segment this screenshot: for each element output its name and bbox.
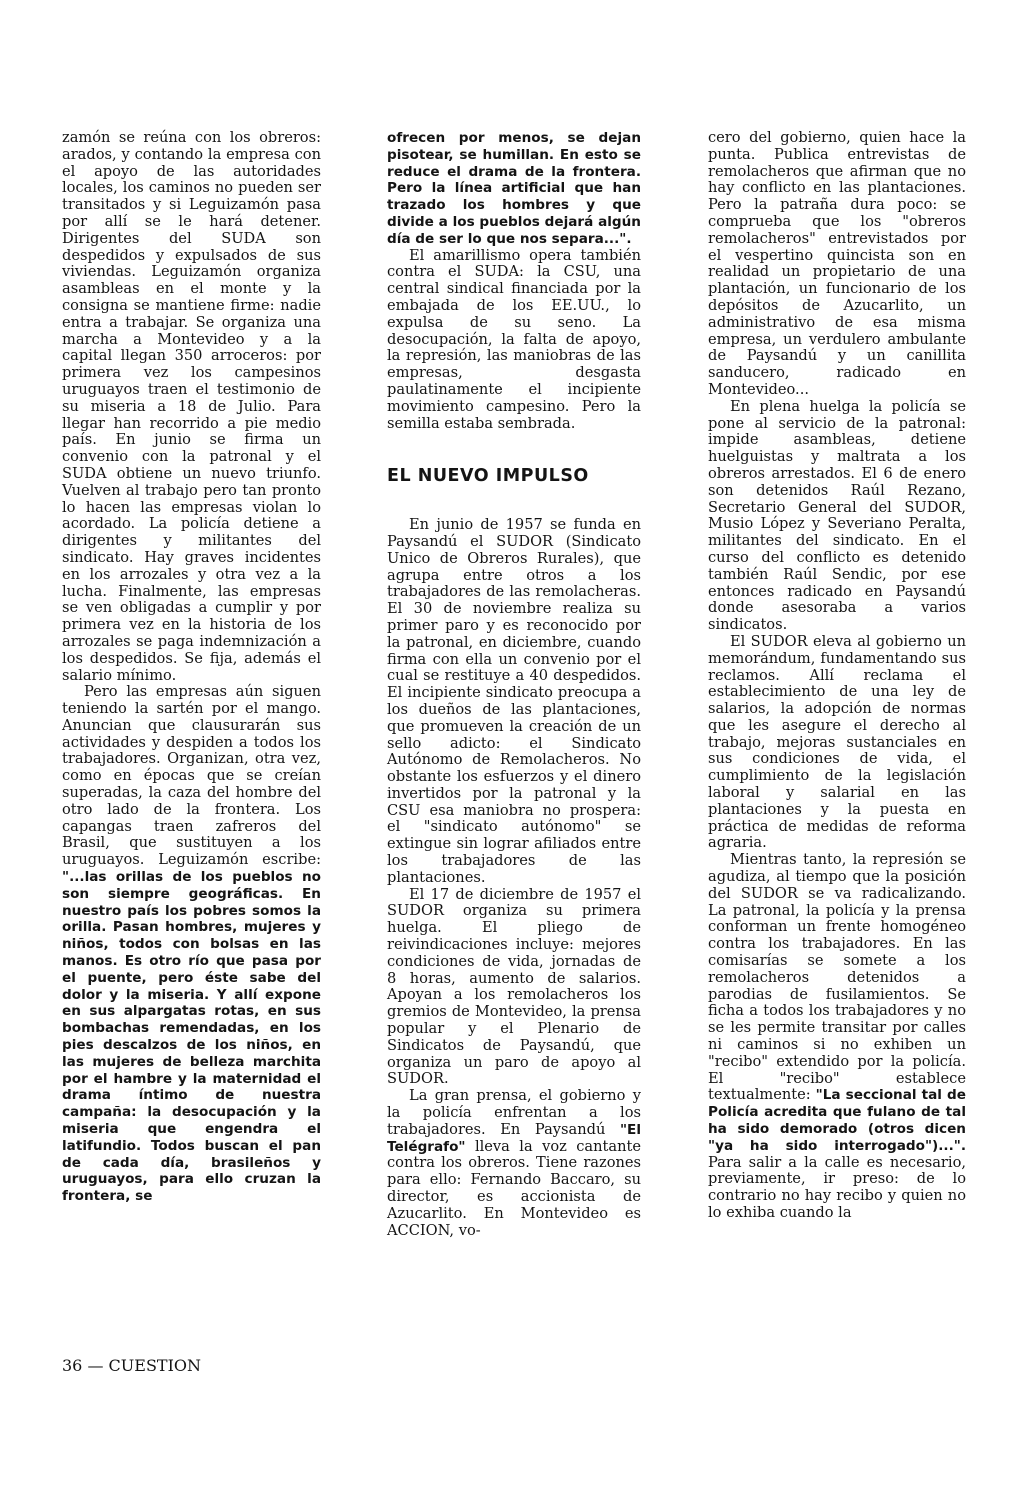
text-column-2 [387,130,641,1239]
paragraph-text: Pero las empresas aún siguen teniendo la sartén por el mango. Anuncian que clausurarán sus actividades y despiden a todos los trabajadores. Organizan, otra vez, como en épocas que se creían superadas, la caza del hombre del otro lado de la frontera. Los capangas traen zafreros del Brasil, que sustituyen a los uruguayos. Leguizamón escribe: [62,683,321,869]
paragraph-text: Mientras tanto, la represión se agudiza, al tiempo que la posición del SUDOR se va radicalizando. La patronal, la policía y la prensa conforman un frente homogéneo contra los trabajadores. En las comisarías se somete a los remolacheros detenidos a parodias de fusilamientos. Se ficha a todos los trabajadores y no se les permite transitar por calles ni caminos si no exhiben un "recibo" extendido por la policía. El "recibo" establece textualmente: [708,851,966,1104]
quote-bold: "El Telégrafo" [387,1121,641,1155]
paragraph [387,1088,641,1239]
paragraph [62,684,321,1205]
quote-bold: "...las orillas de los pueblos no son siempre geográficas. En nuestro país los pobres somos la orilla. Pasan hombres, mujeres y niños, todos con bolsas en las manos. Es otro río que pasa por el puente, pero éste sabe del dolor y la miseria. Y allí expone en sus alpargatas rotas, en sus bombachas remendadas, en los pies descalzos de los niños, en las mujeres de belleza marchita por el hambre y la maternidad el drama íntimo de nuestra campaña: la desocupación y la miseria que engendra el latifundio. Todos buscan el pan de cada día, brasileños y uruguayos, para ello cruzan la frontera, se [62,869,321,1205]
paragraph [708,852,966,1222]
text-column-3 [708,130,966,1222]
page-footer: 36 — CUESTION [62,1356,202,1375]
paragraph: En junio de 1957 se funda en Paysandú el SUDOR (Sindicato Unico de Obreros Rurales), que agrupa entre otros a los trabajadores de las remolacheras. El 30 de noviembre realiza su primer paro y es reconocido por la patronal, en diciembre, cuando firma con ella un convenio por el cual se restituye a 40 despedidos. El incipiente sindicato preocupa a los dueños de las plantaciones, que promueven la creación de un sello adicto: el Sindicato Autónomo de Remolacheros. No obstante los esfuerzos y el dinero invertidos por la patronal y la CSU esa maniobra no prospera: el "sindicato autónomo" se extingue sin lograr afiliados entre los trabajadores de las plantaciones. [387,516,641,886]
paragraph: El amarillismo opera también contra el SUDA: la CSU, una central sindical financiada por la embajada de los EE.UU., lo expulsa de su seno. La desocupación, la falta de apoyo, la represión, las maniobras de las empresas, desgasta paulatinamente el incipiente movimiento campesino. Pero la semilla estaba sembrada. [387,246,641,432]
section-heading: EL NUEVO IMPULSO [387,466,589,487]
paragraph: En plena huelga la policía se pone al servicio de la patronal: impide asambleas, detiene huelguistas y maltrata a los obreros arrestados. El 6 de enero son detenidos Raúl Rezano, Secretario General del SUDOR, Musio López y Severiano Peralta, militantes del sindicato. En el curso del conflicto es detenido también Raúl Sendic, por ese entonces radicado en Paysandú donde asesoraba a varios sindicatos. [708,397,966,634]
paragraph: zamón se reúna con los obreros: arados, y contando la empresa con el apoyo de las autoridades locales, los caminos no pueden ser transitados y si Leguizamón pasa por allí se le hará detener. Dirigentes del SUDA son despedidos y expulsados de sus viviendas. Leguizamón organiza asambleas en el monte y la consigna se mantiene firme: nadie entra a trabajar. Se organiza una marcha a Montevideo y a la capital llegan 350 arroceros: por primera vez los campesinos uruguayos traen el testimonio de su miseria a 18 de Julio. Para llegar han recorrido a pie medio país. En junio se firma un convenio con la patronal y el SUDA obtiene un nuevo triunfo. Vuelven al trabajo pero tan pronto lo hacen las empresas violan lo acordado. La policía detiene a dirigentes y militantes del sindicato. Hay graves incidentes en los arrozales y otra vez a la lucha. Finalmente, las empresas se ven obligadas a cumplir y por primera vez en la historia de los arrozales se paga indemnización a los despedidos. Se fija, además el salario mínimo. [62,129,321,684]
paragraph: cero del gobierno, quien hace la punta. Publica entrevistas de remolacheros que afirman que no hay conflicto en las plantaciones. Pero la patraña dura poco: se comprueba que los "obreros remolacheros" entrevistados por el vespertino quincista son en realidad un propietario de una plantación, un funcionario de los depósitos de Azucarlito, un administrativo de esa misma empresa, un verdulero ambulante de Paysandú y un canillita sanducero, radicado en Montevideo... [708,129,966,398]
paragraph: El SUDOR eleva al gobierno un memorándum, fundamentando sus reclamos. Allí reclama el establecimiento de una ley de salarios, la adopción de normas que les asegure el derecho al trabajo, mejoras sustanciales en sus condiciones de vida, el cumplimiento de la legislación laboral y salarial en las plantaciones y la puesta en práctica de medidas de reforma agraria. [708,632,966,852]
paragraph-text: lleva la voz cantante contra los obreros. Tiene razones para ello: Fernando Baccaro, su director, es accionista de Azucarlito. En Montevideo es ACCION, vo- [387,1137,641,1239]
paragraph [387,130,641,248]
quote-bold: ofrecen por menos, se dejan pisotear, se humillan. En esto se reduce el drama de la frontera. Pero la línea artificial que han trazado los hombres y que divide a los pueblos dejará algún día de ser lo que nos separa...". [387,130,641,247]
paragraph-text: Para salir a la calle es necesario, previamente, ir preso: de lo contrario no hay recibo y quien no lo exhiba cuando la [708,1153,966,1221]
quote-bold: "La seccional tal de Policía acredita que fulano de tal ha sido demorado (otros dicen "ya ha sido interrogado")...". [708,1087,966,1154]
paragraph: El 17 de diciembre de 1957 el SUDOR organiza su primera huelga. El pliego de reivindicaciones incluye: mejores condiciones de vida, jornadas de 8 horas, aumento de salarios. Apoyan a los remolacheros los gremios de Montevideo, la prensa popular y el Plenario de Sindicatos de Paysandú, que organiza un paro de apoyo al SUDOR. [387,885,641,1088]
text-column-1 [62,130,321,1205]
paragraph-text: La gran prensa, el gobierno y la policía enfrentan a los trabajadores. En Paysandú [387,1087,641,1138]
